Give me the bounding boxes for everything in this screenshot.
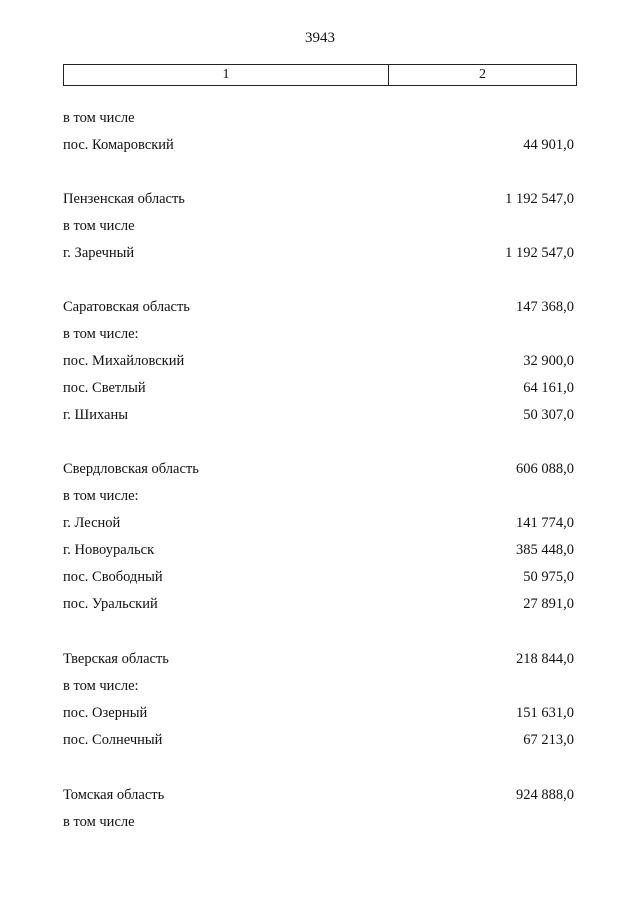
table-row bbox=[63, 486, 574, 506]
row-value: 27 891,0 bbox=[523, 596, 574, 612]
row-value: 50 975,0 bbox=[523, 569, 574, 585]
row-label: г. Шиханы bbox=[63, 407, 128, 423]
page-number: 3943 bbox=[305, 30, 335, 46]
row-value: 385 448,0 bbox=[516, 542, 574, 558]
row-label: Саратовская область bbox=[63, 299, 190, 315]
row-label: Свердловская область bbox=[63, 461, 199, 477]
row-label: пос. Светлый bbox=[63, 380, 146, 396]
table-row bbox=[63, 594, 574, 614]
row-value: 147 368,0 bbox=[516, 299, 574, 315]
row-value: 32 900,0 bbox=[523, 353, 574, 369]
row-value: 606 088,0 bbox=[516, 461, 574, 477]
table-row bbox=[63, 378, 574, 398]
table-row bbox=[63, 676, 574, 696]
row-value: 67 213,0 bbox=[523, 732, 574, 748]
row-label: г. Заречный bbox=[63, 245, 135, 261]
row-value: 50 307,0 bbox=[523, 407, 574, 423]
row-value: 924 888,0 bbox=[516, 787, 574, 803]
row-label: в том числе: bbox=[63, 326, 139, 342]
row-label: в том числе: bbox=[63, 678, 139, 694]
row-value: 218 844,0 bbox=[516, 651, 574, 667]
row-label: Тверская область bbox=[63, 651, 169, 667]
row-label: пос. Свободный bbox=[63, 569, 163, 585]
row-label: в том числе: bbox=[63, 488, 139, 504]
row-label: в том числе bbox=[63, 218, 135, 234]
table-row bbox=[63, 216, 574, 236]
table-row bbox=[63, 135, 574, 155]
row-value: 141 774,0 bbox=[516, 515, 574, 531]
row-label: в том числе bbox=[63, 814, 135, 830]
table-header bbox=[63, 64, 577, 86]
row-label: пос. Озерный bbox=[63, 705, 148, 721]
table-row bbox=[63, 243, 574, 263]
row-value: 44 901,0 bbox=[523, 137, 574, 153]
table-row bbox=[63, 812, 574, 832]
table-row bbox=[63, 189, 574, 209]
table-row bbox=[63, 730, 574, 750]
row-label: г. Новоуральск bbox=[63, 542, 155, 558]
row-label: пос. Уральский bbox=[63, 596, 158, 612]
row-label: пос. Солнечный bbox=[63, 732, 163, 748]
row-value: 1 192 547,0 bbox=[505, 191, 574, 207]
row-label: пос. Михайловский bbox=[63, 353, 185, 369]
table-row bbox=[63, 785, 574, 805]
table-row bbox=[63, 703, 574, 723]
table-row bbox=[63, 405, 574, 425]
table-row bbox=[63, 324, 574, 344]
row-value: 64 161,0 bbox=[523, 380, 574, 396]
column-header-2: 2 bbox=[479, 67, 486, 82]
table-row bbox=[63, 513, 574, 533]
row-label: Пензенская область bbox=[63, 191, 185, 207]
table-row bbox=[63, 459, 574, 479]
table-row bbox=[63, 297, 574, 317]
row-label: г. Лесной bbox=[63, 515, 121, 531]
table-row bbox=[63, 649, 574, 669]
row-label: Томская область bbox=[63, 787, 165, 803]
row-value: 151 631,0 bbox=[516, 705, 574, 721]
table-row bbox=[63, 351, 574, 371]
row-label: пос. Комаровский bbox=[63, 137, 174, 153]
column-header-1: 1 bbox=[64, 65, 389, 85]
row-value: 1 192 547,0 bbox=[505, 245, 574, 261]
table-row bbox=[63, 540, 574, 560]
row-label: в том числе bbox=[63, 110, 135, 126]
table-row bbox=[63, 108, 574, 128]
table-row bbox=[63, 567, 574, 587]
